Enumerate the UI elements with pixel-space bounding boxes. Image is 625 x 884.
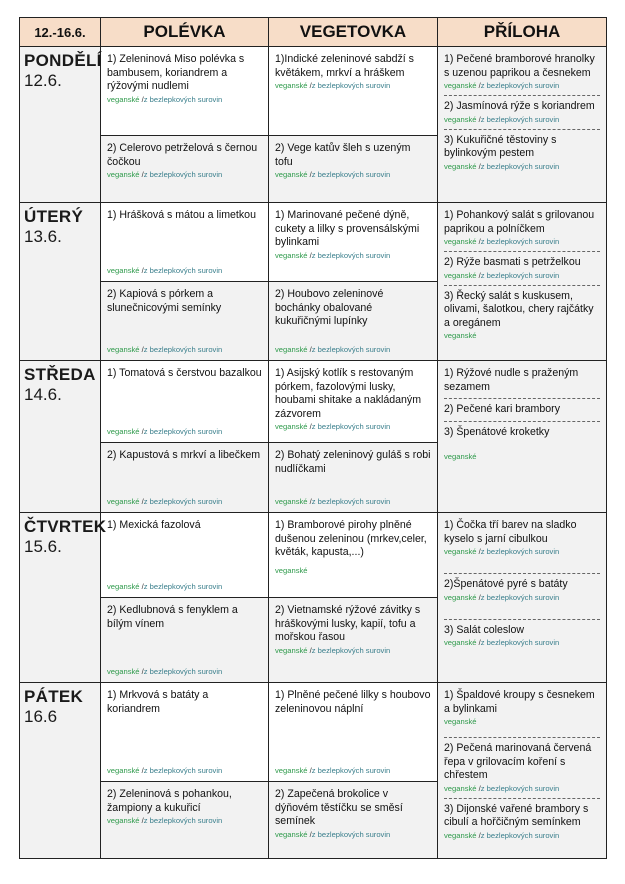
veg-cell	[269, 361, 438, 443]
veg-dish: 2) Vege katův šleh s uzeným tofu	[275, 142, 411, 168]
veg-dish: 1)Indické zeleninové sabdží s květákem, mrkví a hráškem	[275, 53, 414, 79]
side-dish: 1) Rýžové nudle s praženým sezamem	[444, 367, 579, 393]
diet-tag: veganské	[275, 565, 308, 575]
diet-tag: veganské /z bezlepkových surovin	[444, 81, 560, 90]
side-dish: 2) Jasmínová rýže s koriandrem	[444, 100, 595, 112]
veg-dish: 1) Plněné pečené lilky s houbovo zeleninovou náplní	[275, 689, 431, 715]
veg-cell	[269, 443, 438, 513]
day-label-friday	[20, 683, 101, 859]
day-row-thursday	[20, 513, 607, 598]
day-name: ÚTERÝ	[24, 207, 84, 226]
side-dish: 1) Špaldové kroupy s česnekem a bylinkami	[444, 689, 595, 715]
soup-dish: 2) Zeleninová s pohankou, žampiony a kukuřicí	[107, 788, 232, 814]
separator	[444, 285, 600, 286]
soup-cell	[101, 598, 269, 683]
day-date: 15.6.	[24, 537, 62, 556]
soup-cell	[101, 361, 269, 443]
side-dish: 3) Řecký salát s kuskusem, olivami, šalotkou, chery rajčátky a oregánem	[444, 289, 594, 329]
diet-tag: veganské /z bezlepkových surovin	[275, 422, 391, 431]
side-column-header: PŘÍLOHA	[438, 18, 607, 47]
veg-cell	[269, 282, 438, 361]
day-date: 12.6.	[24, 71, 62, 90]
diet-tag: veganské /z bezlepkových surovin	[107, 582, 223, 591]
diet-tag: veganské /z bezlepkových surovin	[107, 427, 223, 436]
soup-dish: 1) Tomatová s čerstvou bazalkou	[107, 367, 262, 379]
separator	[444, 798, 600, 799]
soup-cell	[101, 136, 269, 203]
soup-column-header: POLÉVKA	[101, 18, 269, 47]
veg-cell	[269, 513, 438, 598]
side-dish: 3) Špenátové kroketky	[444, 425, 550, 438]
day-label-thursday	[20, 513, 107, 683]
diet-tag: veganské /z bezlepkových surovin	[444, 270, 560, 280]
veg-cell	[269, 782, 438, 859]
veg-cell	[269, 683, 438, 782]
day-date: 14.6.	[24, 385, 62, 404]
side-dish: 3) Dijonské vařené brambory s cibulí a hořčičným semínkem	[444, 802, 589, 828]
side-cell-wednesday	[438, 361, 607, 513]
side-cell-tuesday	[438, 203, 607, 361]
diet-tag: veganské /z bezlepkových surovin	[275, 497, 391, 506]
diet-tag: veganské /z bezlepkových surovin	[275, 829, 391, 839]
side-cell-thursday	[438, 513, 607, 683]
diet-tag: veganské /z bezlepkových surovin	[107, 667, 223, 676]
header-row	[20, 18, 607, 47]
veg-cell	[269, 136, 438, 203]
diet-tag: veganské /z bezlepkových surovin	[275, 250, 391, 260]
diet-tag: veganské /z bezlepkových surovin	[107, 345, 223, 354]
day-label-wednesday	[20, 361, 101, 513]
soup-dish: 2) Kedlubnová s fenyklem a bílým vínem	[107, 604, 238, 630]
soup-cell	[101, 282, 269, 361]
separator	[444, 398, 600, 399]
veg-dish: 1) Marinované pečené dýně, cukety a lilky s provensálskými bylinkami	[275, 209, 420, 248]
separator	[444, 129, 600, 130]
diet-tag: veganské /z bezlepkových surovin	[275, 645, 391, 655]
side-dish: 2) Pečená marinovaná červená řepa v grilovacím koření s chřestem	[444, 742, 592, 781]
diet-tag: veganské /z bezlepkových surovin	[444, 592, 560, 602]
side-dish: 1) Čočka tří barev na sladko kyselo s jarní cibulkou	[444, 519, 577, 545]
separator	[444, 619, 600, 620]
side-cell-friday	[438, 683, 607, 859]
side-dish: 3) Kukuřičné těstoviny s bylinkovým pestem	[444, 133, 557, 159]
date-range-header: 12.-16.6.	[20, 18, 101, 47]
vegetovka-column-header: VEGETOVKA	[269, 18, 438, 47]
separator	[444, 573, 600, 574]
soup-dish: 1) Zeleninová Miso polévka s bambusem, koriandrem a rýžovými nudlemi	[107, 53, 245, 92]
diet-tag: veganské /z bezlepkových surovin	[107, 766, 223, 775]
diet-tag: veganské	[444, 717, 477, 726]
diet-tag: veganské /z bezlepkových surovin	[444, 114, 560, 124]
diet-tag: veganské /z bezlepkových surovin	[444, 547, 560, 556]
diet-tag: veganské /z bezlepkových surovin	[107, 170, 223, 179]
diet-tag: veganské /z bezlepkových surovin	[444, 638, 560, 647]
day-row-wednesday	[20, 361, 607, 443]
diet-tag: veganské /z bezlepkových surovin	[444, 237, 560, 246]
soup-dish: 2) Celerovo petrželová s černou čočkou	[107, 142, 258, 168]
diet-tag: veganské /z bezlepkových surovin	[275, 81, 391, 90]
soup-cell	[101, 683, 269, 782]
veg-dish: 2) Houbovo zeleninové bochánky obalované kukuřičnými lupínky	[275, 288, 384, 327]
soup-dish: 1) Hrášková s mátou a limetkou	[107, 209, 256, 221]
day-date: 13.6.	[24, 227, 62, 246]
day-row-friday	[20, 683, 607, 782]
diet-tag: veganské /z bezlepkových surovin	[444, 830, 560, 840]
soup-dish: 2) Kapiová s pórkem a slunečnicovými semínky	[107, 288, 222, 314]
diet-tag: veganské /z bezlepkových surovin	[275, 345, 391, 354]
day-name: STŘEDA	[24, 365, 96, 384]
day-label-monday	[20, 47, 101, 203]
side-cell-monday	[438, 47, 607, 203]
diet-tag: veganské /z bezlepkových surovin	[444, 783, 560, 793]
separator	[444, 421, 600, 422]
soup-cell	[101, 782, 269, 859]
day-name: ČTVRTEK	[24, 517, 107, 536]
veg-cell	[269, 47, 438, 136]
veg-dish: 1) Asijský kotlík s restovaným pórkem, fazolovými lusky, houbami shitake a nakládaným zázvorem	[275, 367, 422, 420]
separator	[444, 251, 600, 252]
soup-dish: 1) Mexická fazolová	[107, 519, 201, 531]
diet-tag: veganské /z bezlepkových surovin	[444, 161, 560, 171]
separator	[444, 95, 600, 96]
side-dish: 1) Pohankový salát s grilovanou paprikou a polníčkem	[444, 209, 595, 235]
veg-dish: 2) Vietnamské rýžové závitky s hráškovými lusky, kapií, tofu a mořskou řasou	[275, 604, 421, 643]
diet-tag: veganské	[444, 452, 477, 461]
soup-dish: 1) Mrkvová s batáty a koriandrem	[107, 689, 209, 715]
day-row-tuesday	[20, 203, 607, 282]
diet-tag: veganské /z bezlepkových surovin	[107, 94, 223, 104]
day-label-tuesday	[20, 203, 101, 361]
soup-cell	[101, 513, 269, 598]
diet-tag: veganské /z bezlepkových surovin	[107, 497, 223, 506]
day-row-monday	[20, 47, 607, 136]
diet-tag: veganské /z bezlepkových surovin	[275, 766, 391, 775]
soup-cell	[101, 47, 269, 136]
diet-tag: veganské /z bezlepkových surovin	[107, 266, 223, 275]
side-dish: 1) Pečené bramborové hranolky s uzenou paprikou a česnekem	[444, 53, 595, 79]
veg-dish: 1) Bramborové pirohy plněné dušenou zeleninou (mrkev,celer, květák, kapusta,...)	[275, 519, 427, 558]
diet-tag: veganské /z bezlepkových surovin	[107, 816, 223, 825]
separator	[444, 737, 600, 738]
side-dish: 2) Rýže basmati s petrželkou	[444, 256, 581, 268]
diet-tag: veganské /z bezlepkových surovin	[275, 170, 391, 179]
day-date: 16.6	[24, 707, 58, 726]
day-name: PÁTEK	[24, 687, 84, 706]
side-dish: 2)Špenátové pyré s batáty	[444, 578, 568, 590]
veg-cell	[269, 203, 438, 282]
side-dish: 2) Pečené kari brambory	[444, 403, 560, 415]
day-name: PONDĚLÍ	[24, 51, 102, 70]
diet-tag: veganské	[444, 331, 477, 340]
soup-cell	[101, 443, 269, 513]
soup-dish: 2) Kapustová s mrkví a libečkem	[107, 449, 261, 461]
side-dish: 3) Salát coleslow	[444, 623, 525, 636]
veg-dish: 2) Bohatý zeleninový guláš s robi nudlíčkami	[275, 449, 431, 475]
soup-cell	[101, 203, 269, 282]
weekly-menu-table	[19, 17, 607, 859]
veg-dish: 2) Zapečená brokolice v dýňovém těstíčku se směsí semínek	[275, 788, 403, 827]
veg-cell	[269, 598, 438, 683]
